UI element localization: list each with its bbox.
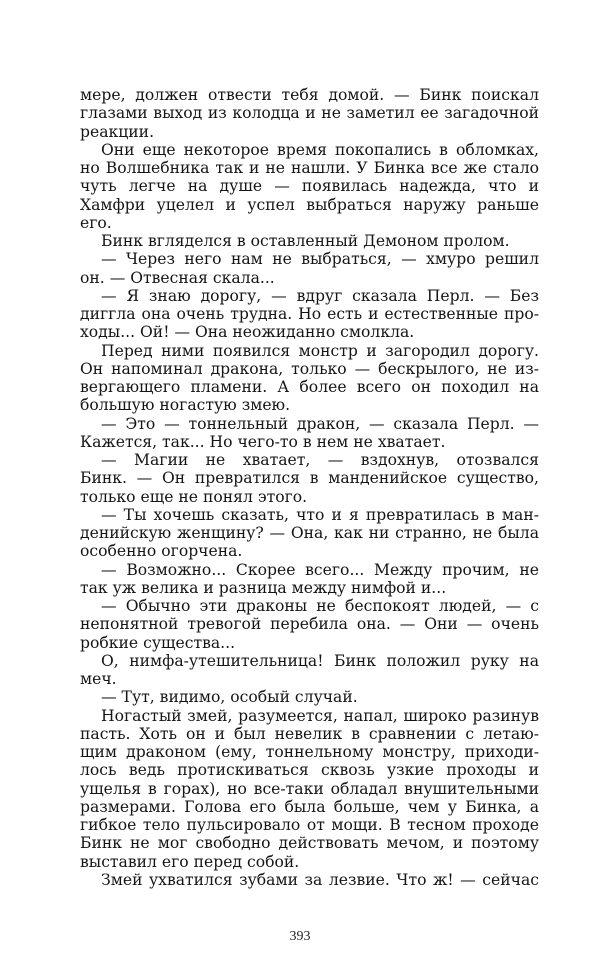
paragraph xyxy=(80,451,539,506)
page-number: 393 xyxy=(289,929,311,944)
paragraph xyxy=(80,342,539,415)
paragraph xyxy=(80,871,539,889)
text-line: чуть легче на душе — появилась надежда, что и xyxy=(80,177,539,196)
text-line: лось ведь протискиваться сквозь узкие проходы и xyxy=(80,761,539,780)
text-line: — Через него нам не выбраться, — хмуро решил xyxy=(101,250,539,269)
text-line: — Тут, видимо, особый случай. xyxy=(101,688,358,707)
text-line: робкие существа... xyxy=(80,633,236,652)
text-line: — Это — тоннельный дракон, — сказала Перл. — xyxy=(101,414,539,433)
text-line: Хамфри уцелел и успел выбраться наружу раньше xyxy=(80,195,539,214)
paragraph xyxy=(80,688,539,706)
text-line: большую ногастую змею. xyxy=(80,396,291,415)
text-line: Бинк не мог свободно действовать мечом, и поэтому xyxy=(80,834,539,853)
text-line: — Ты хочешь сказать, что и я превратилась в ман- xyxy=(101,505,539,524)
text-line: глазами выход из колодца и не заметил ее загадочной xyxy=(80,104,539,123)
text-line: Они еще некоторое время покопались в обломках, xyxy=(101,140,539,159)
paragraph xyxy=(80,415,539,452)
text-line: Бинк. — Он превратился в манденийское существо, xyxy=(80,469,539,488)
text-line: Перед ними появился монстр и загородил дорогу. xyxy=(101,341,539,360)
paragraph xyxy=(80,707,539,871)
text-line: пасть. Хоть он и был невелик в сравнении с летаю- xyxy=(80,724,539,743)
text-line: — Возможно... Скорее всего... Между прочим, не xyxy=(101,560,539,579)
text-line: но Волшебника так и не нашли. У Бинка все же стало xyxy=(80,159,539,177)
text-line: реакции. xyxy=(80,122,155,141)
paragraph xyxy=(80,506,539,561)
text-line: он. — Отвесная скала... xyxy=(80,268,275,287)
text-line: особенно огорчена. xyxy=(80,542,243,561)
text-line: непонятной тревогой перебила она. — Они — очень xyxy=(80,615,539,634)
text-line: — Магии не хватает, — вздохнув, отозвался xyxy=(101,451,539,469)
text-line: Кажется, так... Но чего-то в нем не хватает. xyxy=(80,432,446,451)
text-line: так уж велика и разница между нимфой и... xyxy=(80,578,447,597)
text-line: только еще не понял этого. xyxy=(80,487,308,506)
text-line: щим драконом (ему, тоннельному монстру, приходи- xyxy=(80,743,539,761)
paragraph xyxy=(80,597,539,652)
paragraph xyxy=(80,652,539,689)
text-line: гибкое тело пульсировало от мощи. В тесном проходе xyxy=(80,816,539,834)
text-line: мере, должен отвести тебя домой. — Бинк поискал xyxy=(80,86,539,104)
text-line: Бинк вгляделся в оставленный Демоном пролом. xyxy=(101,232,510,250)
text-line: ущелья в горах), но все-таки обладал внушительными xyxy=(80,779,539,798)
paragraph xyxy=(80,141,539,232)
text-line: Змей ухватился зубами за лезвие. Что ж! — сейчас xyxy=(101,870,539,889)
text-line: Ногастый змей, разумеется, напал, широко разинув xyxy=(101,706,539,725)
text-line: его. xyxy=(80,213,112,232)
text-line: Он напоминал дракона, только — бескрылого, не из- xyxy=(80,359,539,378)
text-line: О, нимфа-утешительница! Бинк положил руку на xyxy=(101,651,539,670)
text-line: меч. xyxy=(80,670,117,688)
text-line: — Обычно эти драконы не беспокоят людей, — с xyxy=(101,597,539,615)
page-body-text xyxy=(80,86,539,889)
text-line: выставил его перед собой. xyxy=(80,852,300,871)
paragraph xyxy=(80,86,539,141)
text-line: диггла она очень трудна. Но есть и естественные про- xyxy=(80,305,539,323)
text-line: — Я знаю дорогу, — вдруг сказала Перл. — Без xyxy=(101,286,539,305)
text-line: вергающего пламени. А более всего он походил на xyxy=(80,378,539,396)
text-line: денийскую женщину? — Она, как ни странно, не была xyxy=(80,524,539,542)
text-line: ходы... Ой! — Она неожиданно смолкла. xyxy=(80,323,415,342)
paragraph xyxy=(80,250,539,287)
text-line: размерами. Голова его была больше, чем у Бинка, а xyxy=(80,797,539,816)
paragraph xyxy=(80,561,539,598)
paragraph xyxy=(80,287,539,342)
paragraph xyxy=(80,232,539,250)
